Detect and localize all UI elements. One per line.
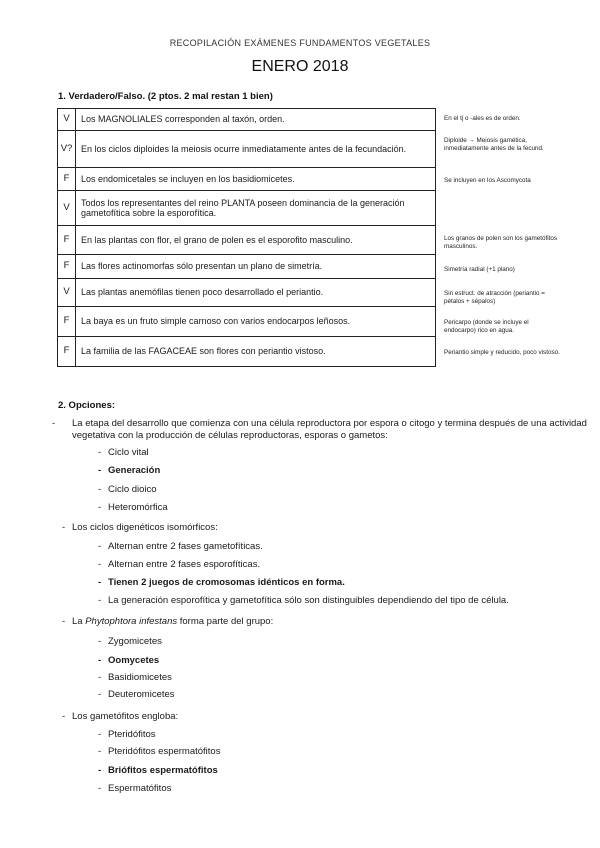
statement-cell: Todos los representantes del reino PLANTA poseen dominancia de la generación gametofítica sobre la esporofítica. [76, 191, 436, 226]
option-item: - Ciclo vital [98, 447, 149, 458]
answer-cell: F [58, 168, 76, 191]
margin-note: Pericarpo (donde se incluye el endocarpo) rico en agua. [444, 319, 529, 334]
option-item: - Pteridófitos espermatófitos [98, 746, 221, 757]
margin-note: Simetría radial (+1 plano) [444, 266, 515, 273]
statement-cell: Las plantas anemófilas tienen poco desarrollado el periantio. [76, 279, 436, 307]
answer-cell: F [58, 307, 76, 337]
option-item: - Zygomicetes [98, 636, 162, 647]
option-item: - Alternan entre 2 fases esporofíticas. [98, 559, 261, 570]
answer-cell: V [58, 279, 76, 307]
table-row [58, 226, 436, 255]
statement-cell: En las plantas con flor, el grano de polen es el esporofito masculino. [76, 226, 436, 255]
question-stem: - Los ciclos digenéticos isomórficos: [62, 522, 218, 533]
option-item: - Basidiomicetes [98, 672, 172, 683]
table-row [58, 168, 436, 191]
document-title: ENERO 2018 [251, 58, 349, 75]
option-item-correct: - Briófitos espermatófitos [98, 765, 218, 776]
margin-note: Se incluyen en los Ascomycota [444, 177, 531, 184]
question-stem: - Los gametófitos engloba: [62, 711, 179, 722]
table-row [58, 307, 436, 337]
option-item: - Alternan entre 2 fases gametofíticas. [98, 541, 263, 552]
option-item: - Heteromórfica [98, 502, 168, 513]
species-name: Phytophtora infestans [85, 616, 178, 627]
statement-cell: La baya es un fruto simple carnoso con varios endocarpos leñosos. [76, 307, 436, 337]
table-row [58, 255, 436, 279]
statement-cell: Los endomicetales se incluyen en los basidiomicetes. [76, 168, 436, 191]
margin-note: Sin estruct. de atracción (periantio = pétalos + sépalos) [444, 290, 545, 305]
answer-cell: V [58, 191, 76, 226]
option-item-correct: - Generación [98, 465, 161, 476]
answer-cell: V? [58, 131, 76, 168]
statement-cell: Los MAGNOLIALES corresponden al taxón, orden. [76, 109, 436, 131]
statement-cell: Las flores actinomorfas sólo presentan un plano de simetría. [76, 255, 436, 279]
section-2-title: 2. Opciones: [58, 400, 116, 411]
true-false-table [57, 108, 436, 367]
option-item-correct: - Oomycetes [98, 655, 160, 666]
answer-cell: F [58, 226, 76, 255]
question-stem: - La Phytophtora infestans forma parte del grupo: [62, 616, 274, 627]
answer-cell: V [58, 109, 76, 131]
option-item-correct: - Tienen 2 juegos de cromosomas idénticos en forma. [98, 577, 345, 588]
statement-cell: La familia de las FAGACEAE son flores con periantio vistoso. [76, 337, 436, 367]
option-item: - Pteridófitos [98, 729, 156, 740]
answer-cell: F [58, 337, 76, 367]
table-row [58, 109, 436, 131]
table-row [58, 131, 436, 168]
statement-cell: En los ciclos diploides la meiosis ocurre inmediatamente antes de la fecundación. [76, 131, 436, 168]
margin-note: Diploide → Meiosis gamética, inmediatamente antes de la fecund. [444, 137, 544, 152]
margin-note: En el tj o -ales es de orden. [444, 115, 521, 122]
document-subtitle: RECOPILACIÓN EXÁMENES FUNDAMENTOS VEGETALES [169, 38, 431, 48]
table-row [58, 279, 436, 307]
table-row [58, 191, 436, 226]
option-item: - Deuteromicetes [98, 689, 175, 700]
margin-note: Los granos de polen son los gametófitos masculinos. [444, 235, 558, 250]
question-stem: - La etapa del desarrollo que comienza con una célula reproductora por espora o citogo y termina después de una actividad vegetativa con la producción de células reproductoras, esporas o gametos: [52, 418, 587, 441]
margin-note: Periantio simple y reducido, poco vistoso. [444, 349, 560, 356]
option-item: - Espermatófitos [98, 783, 172, 794]
section-1-title: 1. Verdadero/Falso. (2 ptos. 2 mal restan 1 bien) [58, 91, 273, 102]
option-item: - Ciclo dioico [98, 484, 157, 495]
answer-cell: F [58, 255, 76, 279]
table-row [58, 337, 436, 367]
option-item: - La generación esporofítica y gametofítica sólo son distinguibles dependiendo del tipo de célula. [98, 595, 509, 606]
